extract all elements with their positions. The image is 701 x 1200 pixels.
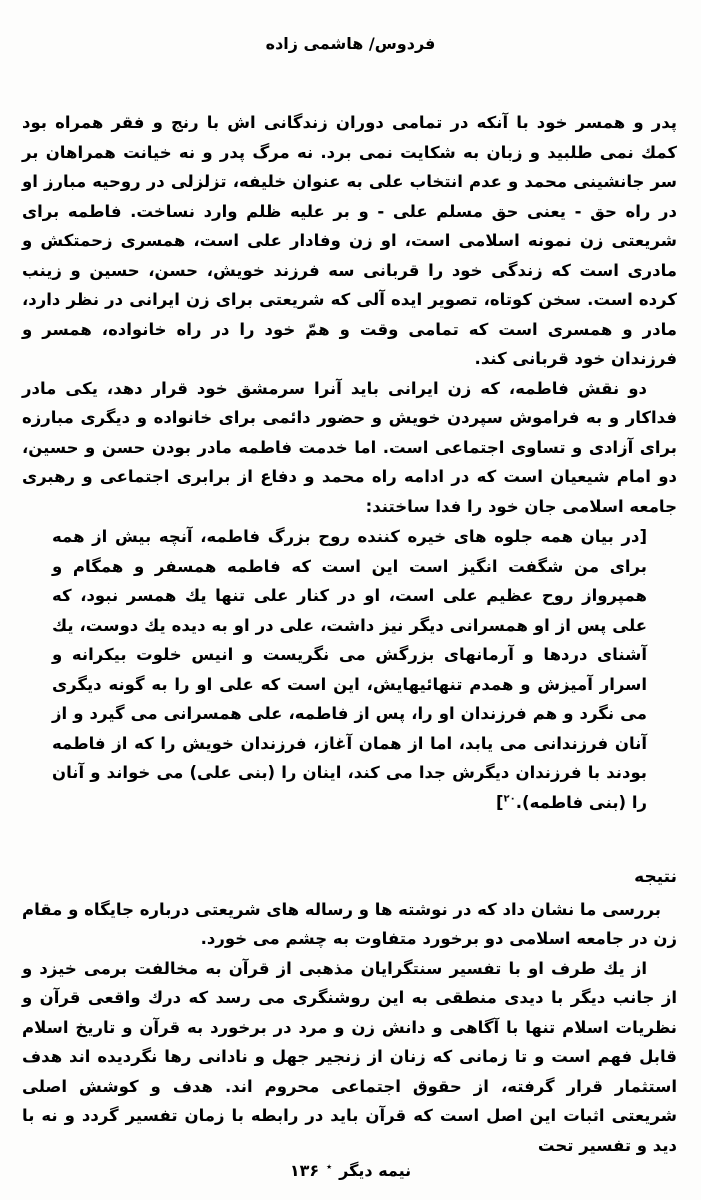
body-paragraph-2: دو نقش فاطمه، که زن ایرانی باید آنرا سرمشق خود قرار دهد، یکی مادر فداکار و به فراموش سپردن خویش و حضور دائمی برای خانواده و دیگری مبارزه برای آزادی و تساوی اجتماعی است. اما خدمت فاطمه مادر بودن حسن و حسین، دو امام شیعیان است که در ادامه راه محمد و دفاع از برابری اجتماعی و رهبری جامعه اسلامی جان خود را فدا ساختند: bbox=[22, 378, 677, 516]
conclusion-paragraph-2: از یك طرف او با تفسیر سنتگرایان مذهبی از قرآن به مخالفت برمی خیزد و از جانب دیگر با دیدی منطقی به این روشنگری می رسد که درك واقعی قرآن و نظریات اسلام تنها با آگاهی و دانش زن و مرد در برخورد به قرآن و تاریخ اسلام قابل فهم است و تا زمانی که زنان از زنجیر جهل و نادانی رها نگردیده اند هدف استثمار قرار گرفته، از حقوق اجتماعی محروم اند. هدف و کوشش اصلی شریعتی اثبات این اصل است که قرآن باید در رابطه با زمان تفسیر گردد و نه با دید و تفسیر تحت bbox=[22, 958, 677, 1155]
quote-closing-bracket: ] bbox=[496, 792, 504, 812]
body-paragraph-1: پدر و همسر خود با آنکه در تمامی دوران زندگانی اش با رنج و فقر همراه بود کمك نمی طلبید و زبان به شکایت نمی برد. نه مرگ پدر و نه خیانت همراهان بر سر جانشینی محمد و عدم انتخاب علی به عنوان خلیفه، تزلزلی در روحیه مبارز او در راه حق - یعنی حق مسلم علی - و بر علیه ظلم وارد نساخت. فاطمه برای شریعتی زن نمونه اسلامی است، او زن وفادار علی است، همسری زحمتکش و مادری است که زندگی خود را قربانی سه فرزند خویش، حسن، حسین و زینب کرده است. سخن کوتاه، تصویر ایده آلی که شریعتی برای زن ایرانی در نظر دارد، مادر و همسری است که تمامی وقت و همّ خود را در راه خانواده، همسر و فرزندان خود قربانی کند. bbox=[22, 113, 677, 368]
conclusion-heading: نتیجه bbox=[634, 867, 677, 887]
quote-text: [در بیان همه جلوه های خیره کننده روح بزرگ فاطمه، آنچه بیش از همه برای من شگفت انگیز است این است که فاطمه همسفر و همگام و همپرواز روح عظیم علی است، او در کنار علی تنها یك همسر نبود، که علی پس از او همسرانی دیگر نیز داشت، علی در او به دیده یك دوست، یك آشنای دردها و آرمانهای بزرگش می نگریست و انیس خلوت بیکرانه و اسرار آمیزش و همدم تنهائیهایش، این است که علی او را به گونه دیگری می نگرد و هم فرزندان او را، پس از فاطمه، علی همسرانی می گیرد و از آنان فرزندانی می یابد، اما از همان آغاز، فرزندان خویش را که از فاطمه بودند با فرزندان دیگرش جدا می کند، اینان را (بنی علی) می خواند و آنان را (بنی فاطمه). bbox=[52, 527, 647, 812]
footer-star-icon: ٭ bbox=[326, 1160, 333, 1173]
journal-name: نیمه دیگر bbox=[339, 1161, 412, 1180]
block-quote bbox=[52, 522, 647, 817]
conclusion-paragraph-1: بررسی ما نشان داد که در نوشته ها و رساله های شریعتی درباره جایگاه و مقام زن در جامعه اسلامی دو برخورد متفاوت به چشم می خورد. bbox=[22, 899, 677, 948]
page-footer bbox=[0, 1160, 701, 1180]
running-header: فردوس/ هاشمی زاده bbox=[265, 34, 436, 53]
page-number: ۱۳۶ bbox=[289, 1161, 320, 1180]
page-body bbox=[22, 108, 677, 1160]
footnote-marker: ۲۰ bbox=[503, 793, 516, 804]
